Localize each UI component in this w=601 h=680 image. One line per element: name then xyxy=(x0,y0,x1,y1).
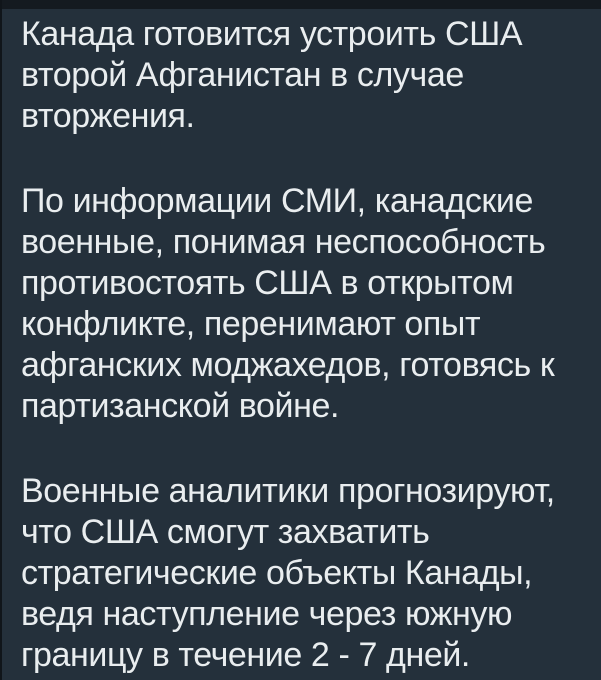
text-line: ведя наступление через южную xyxy=(21,595,513,633)
text-line: По информации СМИ, канадские xyxy=(21,182,533,220)
post-text-block xyxy=(21,9,585,676)
text-line: противостоять США в открытом xyxy=(21,264,514,302)
text-line: вторжения. xyxy=(21,97,195,135)
paragraph-1 xyxy=(21,14,585,137)
text-line: что США смогут захватить xyxy=(21,513,430,551)
text-line: партизанской войне. xyxy=(21,387,340,425)
text-line: Военные аналитики прогнозируют, xyxy=(21,472,555,510)
top-edge-bar xyxy=(0,0,601,9)
paragraph-3 xyxy=(21,471,585,676)
paragraph-2 xyxy=(21,181,585,427)
text-line: конфликте, перенимают опыт xyxy=(21,305,481,343)
text-line: границу в течение 2 - 7 дней. xyxy=(21,636,470,674)
text-line: второй Афганистан в случае xyxy=(21,56,464,94)
text-line: стратегические объекты Канады, xyxy=(21,554,533,592)
text-line: афганских моджахедов, готовясь к xyxy=(21,346,555,384)
text-line: Канада готовится устроить США xyxy=(21,15,523,53)
left-edge-bar xyxy=(0,0,2,680)
text-line: военные, понимая неспособность xyxy=(21,223,546,261)
